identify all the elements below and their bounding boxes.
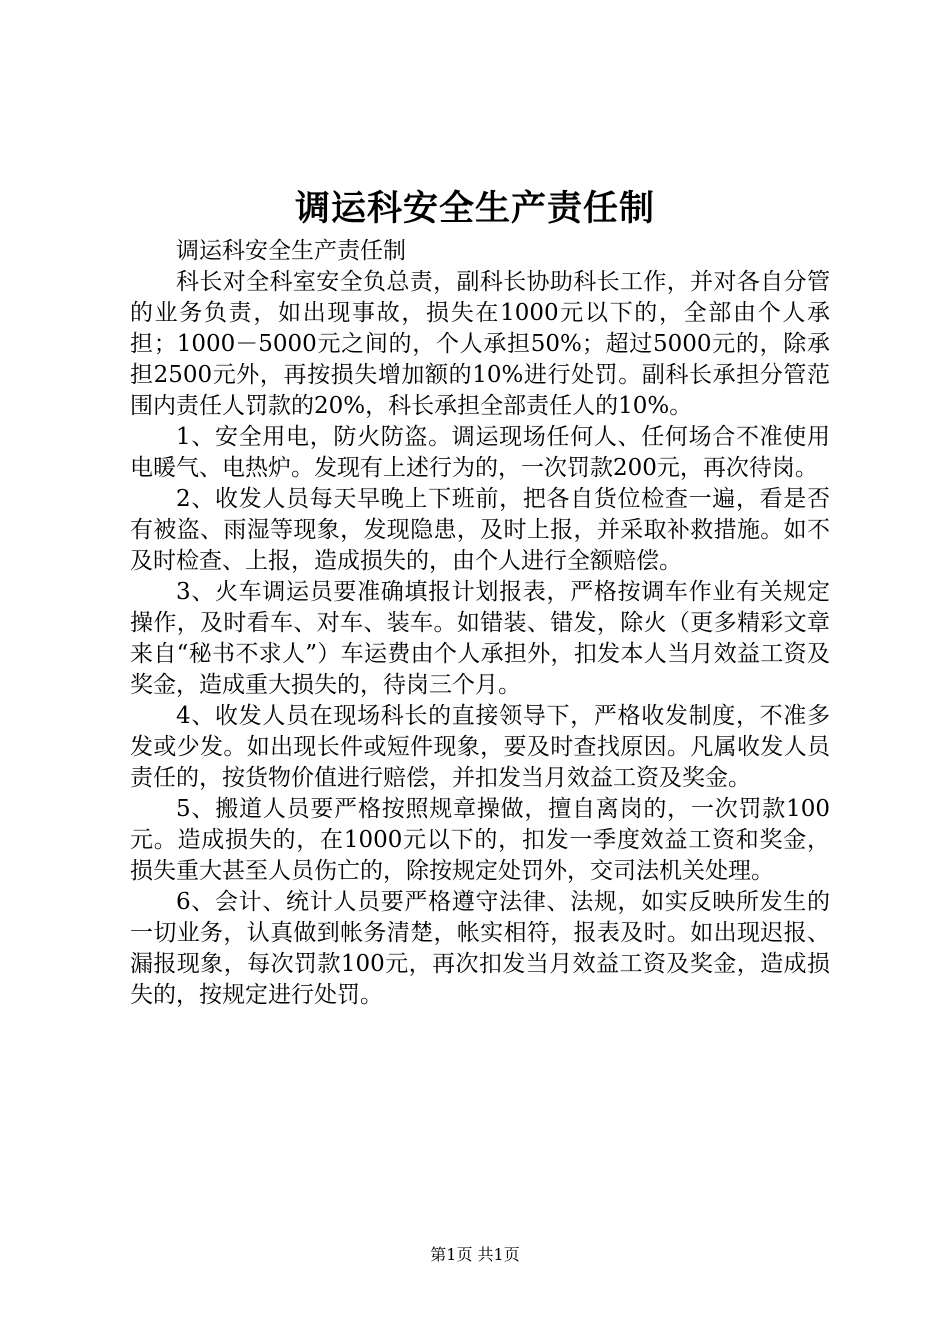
paragraph-item-2: 2、收发人员每天早晚上下班前，把各自货位检查一遍，看是否有被盗、雨湿等现象，发现隐患，及时上报，并采取补救措施。如不及时检查、上报，造成损失的，由个人进行全额赔偿。 [130,486,830,574]
paragraph-intro: 科长对全科室安全负总责，副科长协助科长工作，并对各自分管的业务负责，如出现事故，损失在1000元以下的，全部由个人承担；1000－5000元之间的，个人承担50%；超过5000元的，除承担2500元外，再按损失增加额的10%进行处罚。副科长承担分管范围内责任人罚款的20%，科长承担全部责任人的10%。 [130,269,830,419]
paragraph-item-4: 4、收发人员在现场科长的直接领导下，严格收发制度，不准多发或少发。如出现长件或短件现象，要及时查找原因。凡属收发人员责任的，按货物价值进行赔偿，并扣发当月效益工资及奖金。 [130,703,830,791]
document-body [130,236,830,1011]
page-footer: 第1页 共1页 [430,1245,520,1264]
paragraph-item-3: 3、火车调运员要准确填报计划报表，严格按调车作业有关规定操作，及时看车、对车、装车。如错装、错发，除火（更多精彩文章来自“秘书不求人”）车运费由个人承担外，扣发本人当月效益工资及奖金，造成重大损失的，待岗三个月。 [130,579,830,698]
document-title: 调运科安全生产责任制 [294,188,655,229]
paragraph-heading: 调运科安全生产责任制 [176,238,406,264]
paragraph-item-5: 5、搬道人员要严格按照规章操做，擅自离岗的，一次罚款100元。造成损失的，在1000元以下的，扣发一季度效益工资和奖金，损失重大甚至人员伤亡的，除按规定处罚外，交司法机关处理。 [130,796,830,884]
paragraph-item-6: 6、会计、统计人员要严格遵守法律、法规，如实反映所发生的一切业务，认真做到帐务清楚，帐实相符，报表及时。如出现迟报、漏报现象，每次罚款100元，再次扣发当月效益工资及奖金，造成损失的，按规定进行处罚。 [130,889,830,1008]
paragraph-item-1: 1、安全用电，防火防盗。调运现场任何人、任何场合不准使用电暖气、电热炉。发现有上述行为的，一次罚款200元，再次待岗。 [130,424,830,481]
